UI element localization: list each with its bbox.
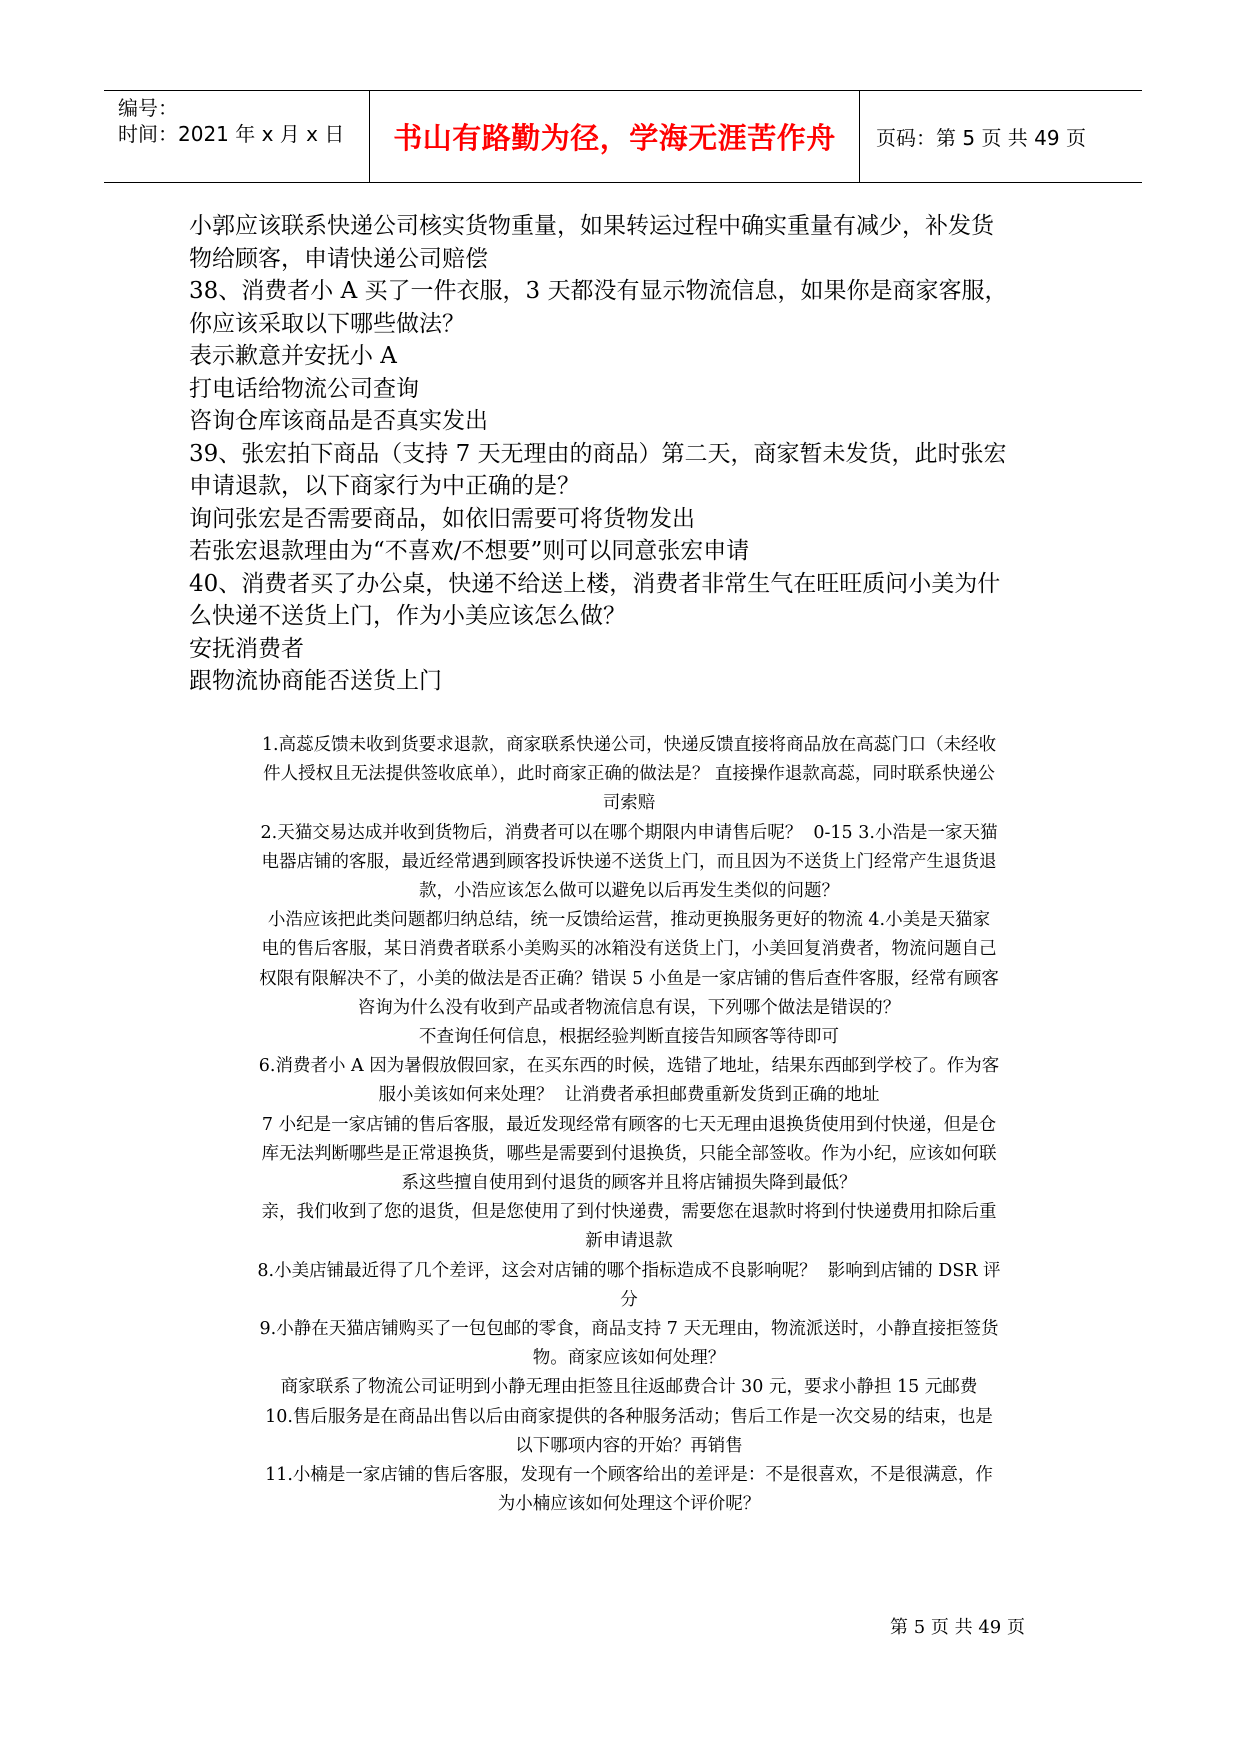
text-line: 电器店铺的客服，最近经常遇到顾客投诉快递不送货上门，而且因为不送货上门经常产生退货退	[261, 851, 997, 872]
text-line: 9.小静在天猫店铺购买了一包包邮的零食，商品支持 7 天无理由，物流派送时，小静直接拒签货	[259, 1319, 999, 1340]
answer-line: 打电话给物流公司查询	[189, 375, 419, 402]
text-line: 7 小纪是一家店铺的售后客服，最近发现经常有顾客的七天无理由退换货使用到付快递，但是仓	[261, 1114, 997, 1135]
text-line: 咨询为什么没有收到产品或者物流信息有误，下列哪个做法是错误的？	[357, 997, 901, 1018]
text-line: 10.售后服务是在商品出售以后由商家提供的各种服务活动；售后工作是一次交易的结束，也是	[265, 1406, 993, 1427]
text-line: 1.高蕊反馈未收到货要求退款，商家联系快递公司，快递反馈直接将商品放在高蕊门口（未经收	[261, 735, 997, 755]
document-number-label: 编号：	[118, 96, 178, 120]
text-line: 不查询任何信息，根据经验判断直接告知顾客等待即可	[419, 1027, 839, 1048]
answer-line: 表示歉意并安抚小 A	[189, 343, 397, 369]
text-line: 你应该采取以下哪些做法？	[189, 310, 465, 337]
text-line: 司索赔	[602, 793, 656, 814]
text-line: 以下哪项内容的开始？再销售	[515, 1435, 743, 1456]
bottom-content	[189, 731, 1069, 1519]
page-footer-number: 第 5 页 共 49 页	[890, 1617, 1025, 1638]
answer-line: 安抚消费者	[189, 635, 304, 662]
page-header	[104, 90, 1142, 183]
text-line: 电的售后客服，某日消费者联系小美购买的冰箱没有送货上门，小美回复消费者，物流问题自己	[261, 939, 997, 960]
text-line: 么快递不送货上门，作为小美应该怎么做？	[189, 603, 626, 629]
header-motto: 书山有路勤为径，学海无涯苦作舟	[393, 121, 836, 155]
text-line: 商家联系了物流公司证明到小静无理由拒签且往返邮费合计 30 元，要求小静担 15 元邮费	[280, 1377, 978, 1398]
text-line: 新申请退款	[585, 1231, 673, 1252]
text-line: 为小楠应该如何处理这个评价呢？	[497, 1494, 761, 1515]
header-page-number: 页码：第 5 页 共 49 页	[876, 126, 1086, 150]
question-39: 39、张宏拍下商品（支持 7 天无理由的商品）第二天，商家暂未发货，此时张宏	[189, 440, 1007, 467]
text-line: 8.小美店铺最近得了几个差评，这会对店铺的哪个指标造成不良影响呢？ 影响到店铺的 DSR 评	[257, 1260, 1001, 1281]
text-line: 物给顾客，申请快递公司赔偿	[189, 245, 488, 272]
text-line: 服小美该如何来处理？ 让消费者承担邮费重新发货到正确的地址	[378, 1085, 880, 1106]
header-page-cell	[860, 91, 1142, 182]
text-line: 亲，我们收到了您的退货，但是您使用了到付快递费，需要您在退款时将到付快递费用扣除后重	[261, 1202, 997, 1223]
question-40: 40、消费者买了办公桌，快递不给送上楼，消费者非常生气在旺旺质问小美为什	[189, 570, 1001, 597]
answer-line: 咨询仓库该商品是否真实发出	[189, 408, 488, 434]
header-motto-cell	[370, 91, 860, 182]
text-line: 权限有限解决不了，小美的做法是否正确？错误 5 小鱼是一家店铺的售后查件客服，经常有顾客	[259, 968, 999, 989]
text-line: 11.小楠是一家店铺的售后客服，发现有一个顾客给出的差评是：不是很喜欢，不是很满意，作	[265, 1465, 993, 1486]
text-line: 6.消费者小 A 因为暑假放假回家，在买东西的时候，选错了地址，结果东西邮到学校了。作为客	[258, 1056, 1000, 1077]
question-38: 38、消费者小 A 买了一件衣服，3 天都没有显示物流信息，如果你是商家客服，	[189, 278, 1008, 304]
answer-line: 跟物流协商能否送货上门	[189, 668, 442, 694]
text-line: 申请退款，以下商家行为中正确的是？	[189, 473, 580, 499]
text-line: 分	[620, 1289, 638, 1310]
top-content	[189, 210, 1069, 698]
text-line: 小浩应该把此类问题都归纳总结，统一反馈给运营，推动更换服务更好的物流 4.小美是天猫家	[267, 910, 991, 931]
text-line: 2.天猫交易达成并收到货物后，消费者可以在哪个期限内申请售后呢？ 0-15 3.小浩是一家天猫	[260, 822, 998, 843]
text-line: 款，小浩应该怎么做可以避免以后再发生类似的问题？	[419, 881, 839, 902]
text-line: 系这些擅自使用到付退货的顾客并且将店铺损失降到最低？	[401, 1173, 857, 1194]
answer-line: 若张宏退款理由为“不喜欢/不想要”则可以同意张宏申请	[189, 538, 750, 564]
text-line: 小郭应该联系快递公司核实货物重量，如果转运过程中确实重量有减少，补发货	[189, 213, 994, 239]
text-line: 物。商家应该如何处理？	[532, 1348, 726, 1369]
text-line: 库无法判断哪些是正常退换货，哪些是需要到付退换货，只能全部签收。作为小纪，应该如何联	[261, 1143, 997, 1164]
document-time-label: 时间：2021 年 x 月 x 日	[118, 122, 345, 146]
text-line: 件人授权且无法提供签收底单），此时商家正确的做法是？ 直接操作退款高蕊，同时联系快递公	[263, 764, 995, 785]
answer-line: 询问张宏是否需要商品，如依旧需要可将货物发出	[189, 505, 695, 532]
header-left-cell	[104, 91, 370, 182]
